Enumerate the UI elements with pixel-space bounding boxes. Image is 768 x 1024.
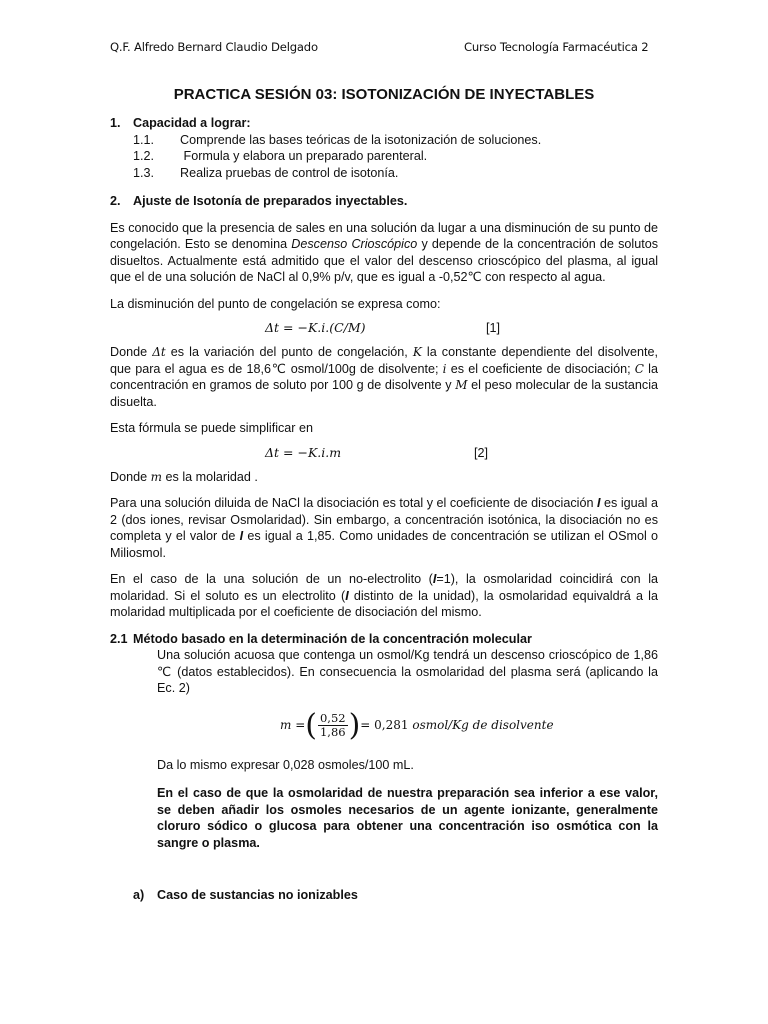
paragraph: Donde m es la molaridad . <box>110 469 258 484</box>
paragraph: Esta fórmula se puede simplificar en <box>110 421 313 435</box>
header-author: Q.F. Alfredo Bernard Claudio Delgado <box>110 40 318 54</box>
list-item: 1.3. Realiza pruebas de control de isotonía. <box>133 165 399 180</box>
section-1-heading: 1. Capacidad a lograr: <box>110 116 251 130</box>
paragraph-emphasis: En el caso de que la osmolaridad de nuestra preparación sea inferior a ese valor, se deben añadir los osmoles necesarios de un agente ionizante, generalmente cloruro sódico o glucosa para obtener una concentración iso osmótica con la sangre o plasma. <box>157 786 658 850</box>
fraction: $\frac{0,52}{1,86}$ <box>319 711 346 739</box>
paragraph: Para una solución diluida de NaCl la disociación es total y el coeficiente de disociación I es igual a 2 (dos iones, revisar Osmolaridad). Sin embargo, a concentración isotónica, la disociación no es completa y el valor de I es igual a 1,85. Como unidades de concentración se utilizan el OSmol o Miliosmol. <box>110 496 658 560</box>
paragraph: Una solución acuosa que contenga un osmol/Kg tendrá un descenso crioscópico de 1,86 ℃ (datos establecidos). En consecuencia la osmolaridad del plasma será (aplicando la Ec. 2) <box>157 648 658 695</box>
equation-osmolarity: m = ( $\frac{0,52}{1,86}$ ) = 0,281 osmol/Kg de disolvente <box>280 707 554 743</box>
paragraph: Donde Δt es la variación del punto de congelación, K la constante dependiente del disolvente, que para el agua es de 18,6℃ osmol/100g de disolvente; i es el coeficiente de disociación; C la concentración en gramos de soluto por 100 g de disolvente y M el peso molecular de la sustancia disuelta. <box>110 345 659 409</box>
equation-2: Δt = −K.i.m [2] <box>265 444 489 460</box>
header-course: Curso Tecnología Farmacéutica 2 <box>464 40 649 54</box>
document-body <box>110 115 658 904</box>
subsection-a-heading: a) Caso de sustancias no ionizables <box>133 888 358 902</box>
paragraph: La disminución del punto de congelación se expresa como: <box>110 296 441 311</box>
paragraph: Es conocido que la presencia de sales en una solución da lugar a una disminución de su punto de congelación. Esto se denomina Descenso Crioscópico y depende de la concentración de solutos disueltos. Actualmente está admitido que el valor del descenso crioscópico del plasma, al igual que el de una solución de NaCl al 0,9% p/v, que es igual a -0,52℃ con respecto al agua. <box>110 220 659 284</box>
paragraph: En el caso de la una solución de un no-electrolito (I=1), la osmolaridad coincidirá con la molaridad. Si el soluto es un electrolito (I distinto de la unidad), la osmolaridad equivaldrá a la molaridad multiplicada por el coeficiente de disociación del mismo. <box>110 572 658 619</box>
equation-number: [2] <box>474 445 489 460</box>
equation-number: [1] <box>486 321 501 335</box>
list-item: 1.2. Formula y elabora un preparado parenteral. <box>133 149 428 163</box>
list-item: 1.1. Comprende las bases teóricas de la isotonización de soluciones. <box>133 132 542 147</box>
section-2-heading: 2. Ajuste de Isotonía de preparados inyectables. <box>110 194 408 208</box>
page-title: PRACTICA SESIÓN 03: ISOTONIZACIÓN DE INYECTABLES <box>173 86 595 103</box>
equation-1: Δt = −K.i.(C/M) [1] <box>265 320 501 335</box>
paragraph: Da lo mismo expresar 0,028 osmoles/100 mL. <box>157 757 414 772</box>
section-2-1-heading: 2.1 Método basado en la determinación de la concentración molecular <box>110 631 532 646</box>
